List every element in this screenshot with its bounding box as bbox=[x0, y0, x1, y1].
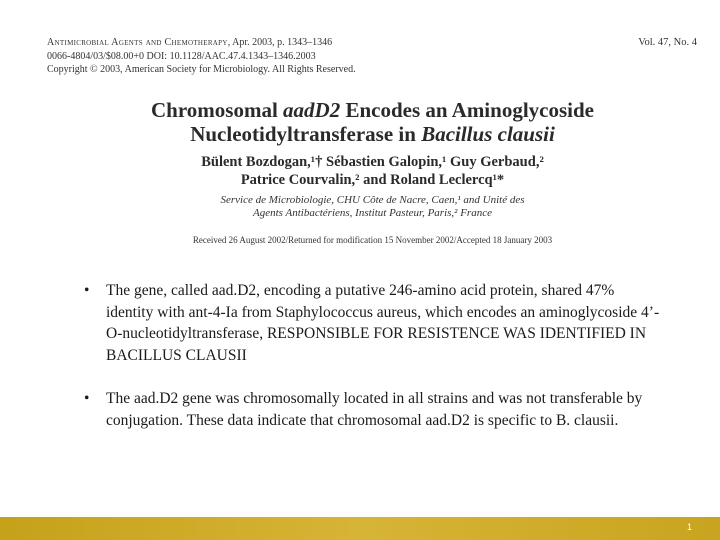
article-title-line2 bbox=[100, 122, 645, 146]
article-affiliation bbox=[100, 194, 645, 220]
title-line2-pre: Nucleotidyltransferase in bbox=[190, 122, 422, 146]
authors-line2: Patrice Courvalin,² and Roland Leclercq¹* bbox=[240, 172, 505, 188]
bullet-text-1: The gene, called aad.D2, encoding a putative 246-amino acid protein, shared 47% identity with ant-4-Ia from Staphylococcus aureus, which encodes an aminoglycoside 4’-O-nucleotidyltransferase, RESPONSIBLE FOR RESISTENCE WAS IDENTIFIED IN BACILLUS CLAUSII bbox=[106, 282, 660, 364]
bullet-marker: • bbox=[84, 282, 90, 299]
title-species: Bacillus clausii bbox=[421, 122, 555, 146]
article-title bbox=[100, 98, 645, 146]
article-authors bbox=[100, 153, 645, 189]
article-title-line1 bbox=[100, 98, 645, 122]
journal-name: Antimicrobial Agents and Chemotherapy bbox=[47, 37, 228, 48]
authors-line1: Bülent Bozdogan,¹† Sébastien Galopin,¹ Guy Gerbaud,² bbox=[201, 154, 544, 170]
bullet-item-2 bbox=[84, 388, 664, 431]
bullet-text-2: The aad.D2 gene was chromosomally located in all strains and was not transferable by conjugation. These data indicate that chromosomal aad.D2 is specific to B. clausii. bbox=[106, 390, 643, 429]
title-gene-name: aadD2 bbox=[283, 98, 341, 122]
bullet-marker: • bbox=[84, 390, 90, 407]
footer-bar bbox=[0, 517, 720, 540]
journal-copyright: Copyright © 2003, American Society for Microbiology. All Rights Reserved. bbox=[47, 64, 356, 75]
bullet-item-1 bbox=[84, 280, 664, 366]
article-received-dates: Received 26 August 2002/Returned for modification 15 November 2002/Accepted 18 January 2003 bbox=[192, 235, 553, 245]
journal-volume: Vol. 47, No. 4 bbox=[638, 37, 697, 48]
title-line1-pre: Chromosomal bbox=[151, 98, 284, 122]
bullet-list bbox=[84, 280, 664, 431]
journal-codes: 0066-4804/03/$08.00+0 DOI: 10.1128/AAC.47.4.1343–1346.2003 bbox=[47, 50, 316, 62]
journal-header bbox=[47, 36, 697, 77]
affiliation-line2: Agents Antibactériens, Institut Pasteur, Paris,² France bbox=[253, 207, 492, 219]
journal-citation-line bbox=[47, 36, 697, 50]
page-number: 1 bbox=[686, 522, 692, 532]
title-line1-post: Encodes an Aminoglycoside bbox=[340, 98, 594, 122]
journal-issue: , Apr. 2003, p. 1343–1346 bbox=[227, 37, 333, 48]
affiliation-line1: Service de Microbiologie, CHU Côte de Nacre, Caen,¹ and Unité des bbox=[220, 194, 525, 206]
